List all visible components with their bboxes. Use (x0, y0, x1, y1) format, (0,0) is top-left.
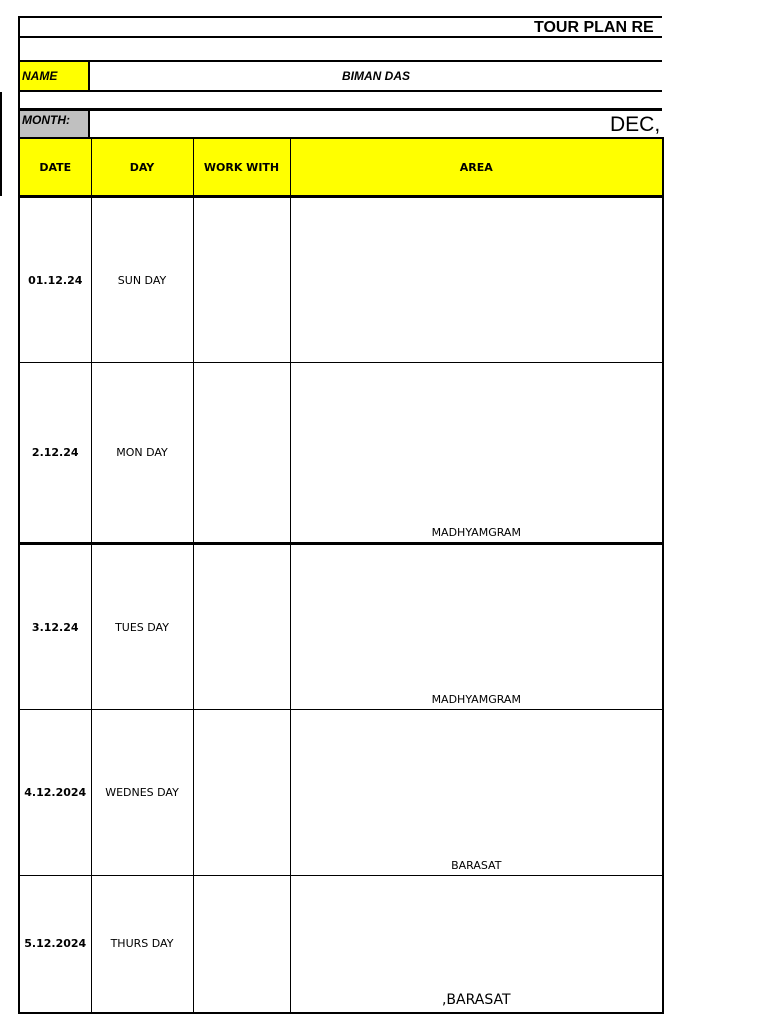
table-header-row (19, 138, 663, 197)
date-cell[interactable]: 4.12.2024 (19, 710, 91, 876)
area-text: ,BARASAT (441, 991, 511, 1008)
area-cell[interactable] (290, 544, 663, 710)
work-with-cell[interactable] (193, 544, 290, 710)
area-text: MADHYAMGRAM (431, 526, 521, 539)
table-row (19, 710, 663, 876)
name-row (18, 60, 662, 92)
column-header-area: AREA (290, 138, 663, 197)
column-header-day: DAY (91, 138, 193, 197)
month-value: DEC, (610, 113, 661, 136)
spacer-row-2 (18, 92, 662, 108)
name-value-cell[interactable]: BIMAN DAS (342, 69, 410, 83)
work-with-cell[interactable] (193, 363, 290, 544)
area-cell[interactable] (290, 197, 663, 363)
table-row (19, 363, 663, 544)
day-cell[interactable]: MON DAY (91, 363, 193, 544)
area-cell[interactable] (290, 363, 663, 544)
date-cell[interactable]: 2.12.24 (19, 363, 91, 544)
month-value-cell[interactable] (90, 111, 662, 137)
day-cell[interactable]: WEDNES DAY (91, 710, 193, 876)
area-cell[interactable] (290, 710, 663, 876)
name-label: NAME (20, 62, 90, 90)
area-text: MADHYAMGRAM (431, 693, 521, 706)
day-cell[interactable]: TUES DAY (91, 544, 193, 710)
date-cell[interactable]: 3.12.24 (19, 544, 91, 710)
tour-plan-table (18, 137, 664, 1014)
area-cell[interactable] (290, 876, 663, 1013)
table-row (19, 197, 663, 363)
date-cell[interactable]: 5.12.2024 (19, 876, 91, 1013)
area-text: BARASAT (451, 859, 502, 872)
title-row (18, 16, 662, 38)
left-edge-border (0, 92, 2, 196)
work-with-cell[interactable] (193, 876, 290, 1013)
table-row (19, 876, 663, 1013)
sheet-title: TOUR PLAN RE (534, 19, 654, 36)
month-row (18, 108, 662, 137)
month-label: MONTH: (20, 111, 90, 137)
column-header-work-with: WORK WITH (193, 138, 290, 197)
table-row (19, 544, 663, 710)
day-cell[interactable]: THURS DAY (91, 876, 193, 1013)
spacer-row (18, 38, 662, 60)
work-with-cell[interactable] (193, 197, 290, 363)
day-cell[interactable]: SUN DAY (91, 197, 193, 363)
column-header-date: DATE (19, 138, 91, 197)
date-cell[interactable]: 01.12.24 (19, 197, 91, 363)
work-with-cell[interactable] (193, 710, 290, 876)
